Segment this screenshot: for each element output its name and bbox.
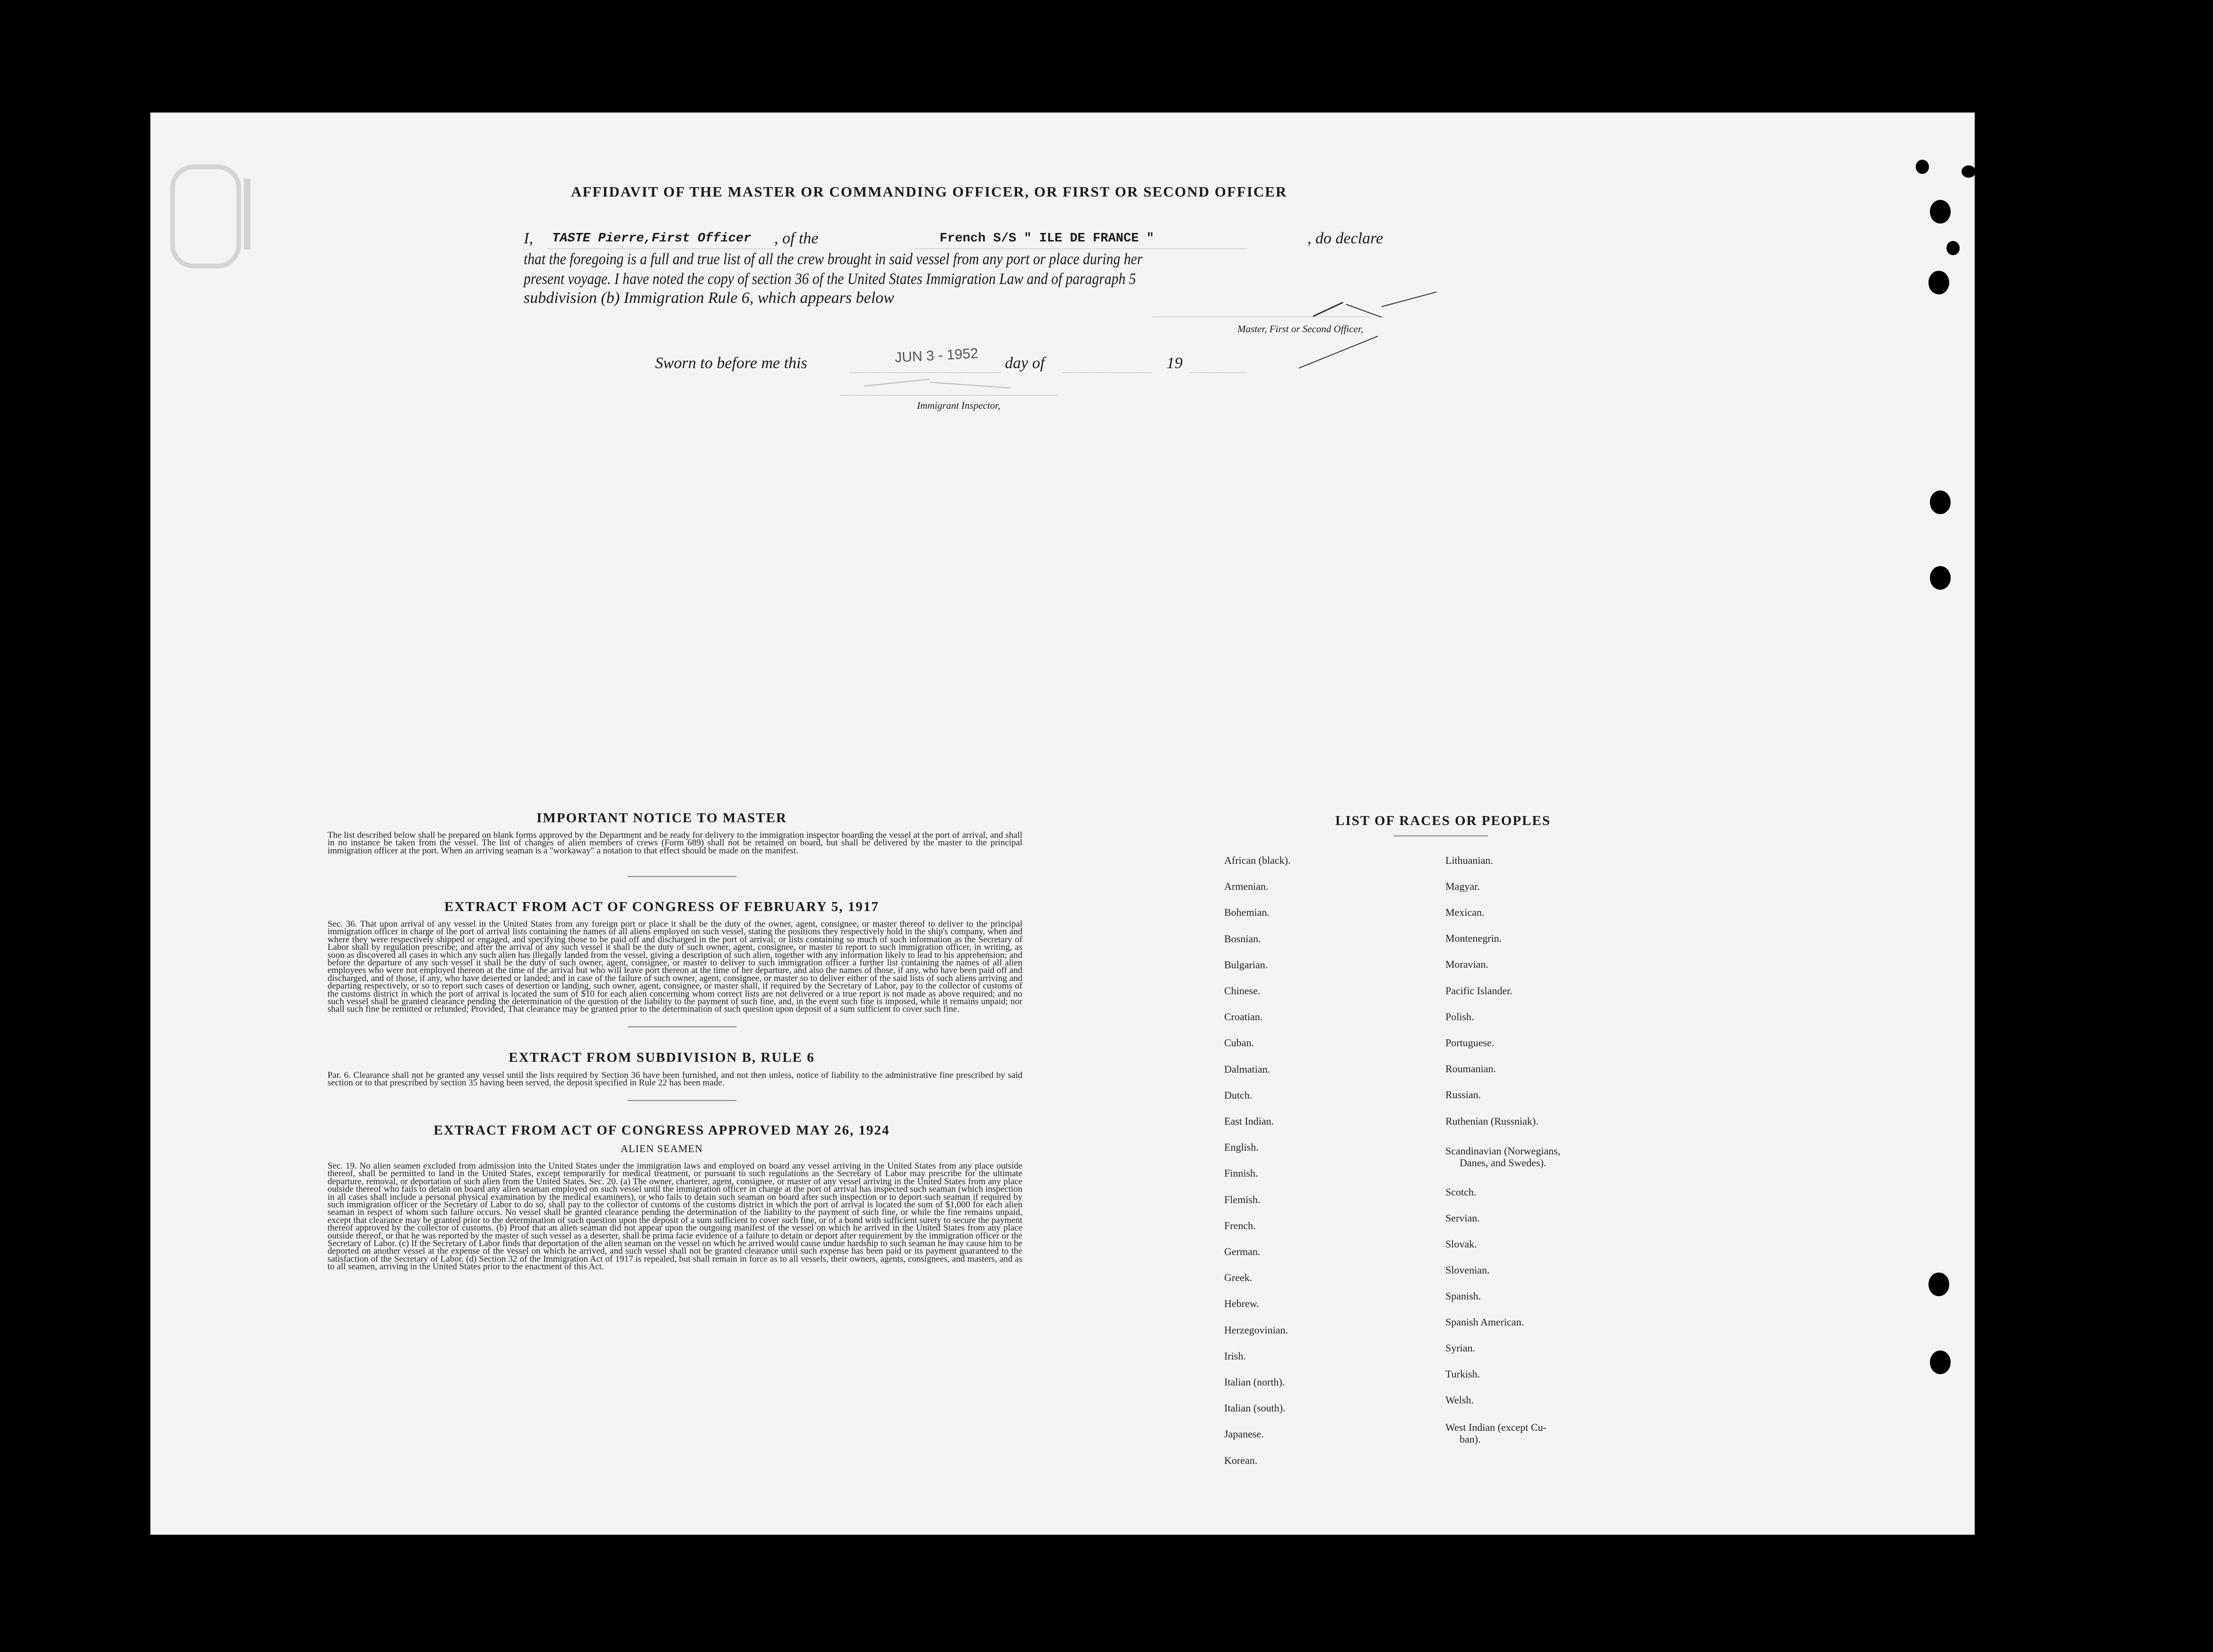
race-item: Slovak. [1445, 1238, 1477, 1250]
officer-signature-flourish [1299, 336, 1378, 369]
affidavit-title: AFFIDAVIT OF THE MASTER OR COMMANDING OFFICER, OR FIRST OR SECOND OFFICER [571, 183, 1288, 200]
race-item: Dalmatian. [1224, 1063, 1271, 1075]
race-item: Moravian. [1445, 958, 1489, 970]
year-label: 19 [1167, 354, 1183, 372]
race-item: Servian. [1445, 1212, 1480, 1224]
race-item: East Indian. [1224, 1115, 1274, 1127]
race-item: Spanish. [1445, 1290, 1481, 1302]
race-item: Lithuanian. [1445, 854, 1493, 866]
race-item: Russian. [1445, 1089, 1481, 1101]
extract-1924-text: Sec. 19. No alien seamen excluded from admission into the United States under the immigration laws and employed on board any vessel arriving in the United States from any place outside thereof, shall be permitted to land in the United States, except temporarily for medical treatment, or pursuant to such regulations as the Secretary of Labor may prescribe for the ultimate departure, removal, or deportation of such alien from the United States. Sec. 20. (a) The owner, charterer, agent, consignee, or master of any vessel arriving in the United States from any place outside thereof who fails to detain on board any alien seaman employed on such vessel until the immigration officer in charge at the port of arrival has inspected such seaman (which inspection in all cases shall include a personal physical examination by the medical examiners), or who fails to detain such seaman on board after such inspection or to deport such seaman if required by such immigration officer or the Secretary of Labor to do so, shall pay to the collector of customs of the customs district in which the port of arrival is located the sum of $1,000 for each alien seaman in respect of whom such failure occurs. No vessel shall be granted clearance pending the determination of the liability to the payment of such fine, or while the fine remains unpaid, except that clearance may be granted prior to the determination of such question upon the deposit of a sum sufficient to cover such fine, or of a bond with sufficient surety to secure the payment thereof approved by the collector of customs. (b) Proof that an alien seaman did not appear upon the outgoing manifest of the vessel on which he arrived in the United States from any place outside thereof, or that he was reported by the master of such vessel as a deserter, shall be prima facie evidence of a failure to detain or deport after requirement by the immigration officer or the Secretary of Labor. (c) If the Secretary of Labor finds that deportation of the alien seaman on the vessel on which he arrived would cause undue hardship to such seaman he may cause him to be deported on another vessel at the expense of the vessel on which he arrived, and such vessel shall not be granted clearance until such expense has been paid or its payment guaranteed to the satisfaction of the Secretary of Labor. (d) Section 32 of the Immigration Act of 1917 is repealed, but shall remain in force as to all vessels, their owners, agents, consignees, and masters, and as to all seamen, arriving in the United States prior to the enactment of this Act. [328, 1162, 1022, 1272]
race-item: Syrian. [1445, 1342, 1475, 1354]
race-item: Scandinavian (Norwegians, [1445, 1145, 1561, 1157]
race-item: Greek. [1224, 1272, 1253, 1284]
officer-caption: Master, First or Second Officer, [1237, 323, 1363, 335]
race-item: French. [1224, 1219, 1256, 1231]
race-item: Flemish. [1224, 1193, 1261, 1205]
vessel-name: French S/S " ILE DE FRANCE " [940, 232, 1154, 246]
inspector-signature-line [840, 395, 1058, 396]
notice-text: The list described below shall be prepared on blank forms approved by the Department and be ready for delivery to the immigration inspector boarding the vessel at the port of arrival, and shall in no instance be taken from the vessel. The list of changes of alien members of crews (Form 689) shall not be retained on board, but shall be delivered by the master to the principal immigration officer at the port. When an arriving seaman is a "workaway" a notation to that effect should be made on the manifest. [328, 832, 1022, 856]
race-item: Irish. [1224, 1350, 1246, 1362]
extract-1917-title: EXTRACT FROM ACT OF CONGRESS OF FEBRUARY 5, 1917 [444, 899, 879, 914]
bleed-through-mark [244, 179, 274, 250]
sworn-date-stamp: JUN 3 - 1952 [894, 345, 979, 366]
race-item: West Indian (except Cu- [1445, 1421, 1547, 1433]
race-item: Italian (south). [1224, 1402, 1286, 1414]
race-item: Bohemian. [1224, 906, 1270, 919]
bleed-through-mark [170, 164, 241, 268]
race-item: Welsh. [1445, 1394, 1474, 1406]
day-of-label: day of [1005, 354, 1045, 372]
document-page [150, 112, 1975, 1535]
race-item: Armenian. [1224, 880, 1269, 893]
race-item: Chinese. [1224, 985, 1261, 997]
race-item: Bulgarian. [1224, 958, 1268, 971]
race-item: Montenegrin. [1445, 932, 1502, 944]
binding-hole [1946, 241, 1960, 255]
section-divider [628, 876, 736, 877]
race-item: Bosnian. [1224, 932, 1261, 945]
race-item: Dutch. [1224, 1089, 1253, 1101]
binding-hole [1930, 1351, 1951, 1374]
section-divider [628, 1026, 736, 1027]
month-line [1063, 372, 1152, 373]
race-item: Pacific Islander. [1445, 985, 1513, 997]
affidavit-i-label: I, [524, 230, 533, 247]
race-item: Herzegovinian. [1224, 1324, 1288, 1336]
race-item: Polish. [1445, 1011, 1474, 1023]
sworn-label: Sworn to before me this [655, 354, 807, 372]
binding-hole [1930, 566, 1951, 590]
officer-signature [1346, 304, 1382, 318]
binding-hole [1962, 165, 1976, 178]
race-item: ban). [1460, 1433, 1481, 1445]
binding-hole [1928, 1273, 1949, 1296]
section-divider [628, 1100, 736, 1101]
race-item: Slovenian. [1445, 1264, 1490, 1276]
races-divider [1393, 835, 1488, 836]
extract-rule6-title: EXTRACT FROM SUBDIVISION B, RULE 6 [509, 1050, 815, 1065]
race-item: Korean. [1224, 1454, 1258, 1466]
race-item: German. [1224, 1246, 1261, 1257]
extract-1924-subtitle: ALIEN SEAMEN [621, 1143, 703, 1154]
races-title: LIST OF RACES OR PEOPLES [1335, 813, 1551, 828]
year-line [1190, 372, 1247, 373]
extract-1924-title: EXTRACT FROM ACT OF CONGRESS APPROVED MAY 26, 1924 [433, 1123, 890, 1138]
race-item: Magyar. [1445, 880, 1480, 892]
extract-rule6-text: Par. 6. Clearance shall not be granted any vessel until the lists required by Section 36 have been furnished, and not then unless, notice of liability to the administrative fine prescribed by said section or to that prescribed by section 35 having been served, the deposit specified in Rule 22 has been made. [328, 1072, 1022, 1088]
race-item: Croatian. [1224, 1011, 1263, 1023]
affidavit-line-2: that the foregoing is a full and true list of all the crew brought in said vessel from any port or place during her [524, 250, 1143, 268]
race-item: English. [1224, 1141, 1259, 1153]
officer-signature [1382, 292, 1436, 307]
notice-title: IMPORTANT NOTICE TO MASTER [536, 810, 787, 826]
race-item: Scotch. [1445, 1186, 1477, 1198]
binding-hole [1930, 200, 1951, 224]
race-item: Mexican. [1445, 906, 1485, 918]
affidavit-line-3: present voyage. I have noted the copy of section 36 of the United States Immigration Law and of paragraph 5 [524, 270, 1136, 288]
race-item: Japanese. [1224, 1428, 1264, 1440]
binding-hole [1916, 160, 1929, 174]
race-item: Finnish. [1224, 1167, 1258, 1179]
inspector-caption: Immigrant Inspector, [917, 400, 1001, 411]
of-the-label: , of the [774, 230, 819, 247]
inspector-signature [864, 379, 930, 387]
race-item: Cuban. [1224, 1037, 1254, 1049]
extract-1917-text: Sec. 36. That upon arrival of any vessel in the United States from any foreign port or place it shall be the duty of the owner, agent, consignee, or master thereof to deliver to the principal immigration officer in charge of the port of arrival lists containing the names of all aliens employed on such vessel, stating the positions they respectively hold in the ship's company, when and where they were respectively shipped or engaged, and specifying those to be paid off and discharged in the port of arrival; or lists containing so much of such information as the Secretary of Labor shall by regulation prescribe; and after the arrival of any such vessel it shall be the duty of such owner, agent, consignee, or master to report to such immigration officer, in writing, as soon as discovered all cases in which any such alien has illegally landed from the vessel, giving a description of such alien, together with any information likely to lead to his apprehension; and before the departure of any such vessel it shall be the duty of such owner, agent, consignee, or master to deliver to such immigration officer a further list containing the names of all alien employees who were not employed thereon at the time of the arrival but who will leave port thereon at the time of her departure, and also the names of those, if any, who have been paid off and discharged, and of those, if any, who have deserted or landed; and in case of the failure of such owner, agent, consignee, or master so to deliver either of the said lists of such aliens arriving and departing respectively, or so to report such cases of desertion or landing, such owner, agent, consignee, or master shall, if required by the Secretary of Labor, pay to the collector of customs of the customs district in which the port of arrival is located the sum of $10 for each alien concerning whom correct lists are not delivered or a true report is not made as above required; and no such vessel shall be granted clearance pending the determination of the question of the liability to the payment of such fine, and, in the event such fine is imposed, while it remains unpaid; nor shall such fine be remitted or refunded; Provided, That clearance may be granted prior to the determination of such question upon deposit of a sum sufficient to cover such fine. [328, 921, 1022, 1015]
race-item: Turkish. [1445, 1368, 1480, 1380]
binding-hole [1928, 271, 1949, 294]
race-item: Spanish American. [1445, 1316, 1524, 1328]
race-item: Hebrew. [1224, 1298, 1259, 1310]
race-item: Roumanian. [1445, 1063, 1496, 1075]
officer-signature [1313, 302, 1343, 317]
affidavit-line-4: subdivision (b) Immigration Rule 6, which appears below [524, 289, 894, 307]
officer-name: TASTE Pierre,First Officer [552, 232, 752, 246]
binding-hole [1930, 490, 1951, 514]
inspector-signature [930, 382, 1011, 388]
race-item: Ruthenian (Russniak). [1445, 1115, 1539, 1127]
race-item: Portuguese. [1445, 1037, 1495, 1049]
race-item: African (black). [1224, 854, 1291, 866]
race-item: Danes, and Swedes). [1460, 1157, 1547, 1169]
sworn-date-line [850, 372, 1001, 373]
do-declare-label: , do declare [1307, 230, 1383, 247]
race-item: Italian (north). [1224, 1376, 1285, 1388]
affidavit-line-1 [524, 230, 752, 248]
